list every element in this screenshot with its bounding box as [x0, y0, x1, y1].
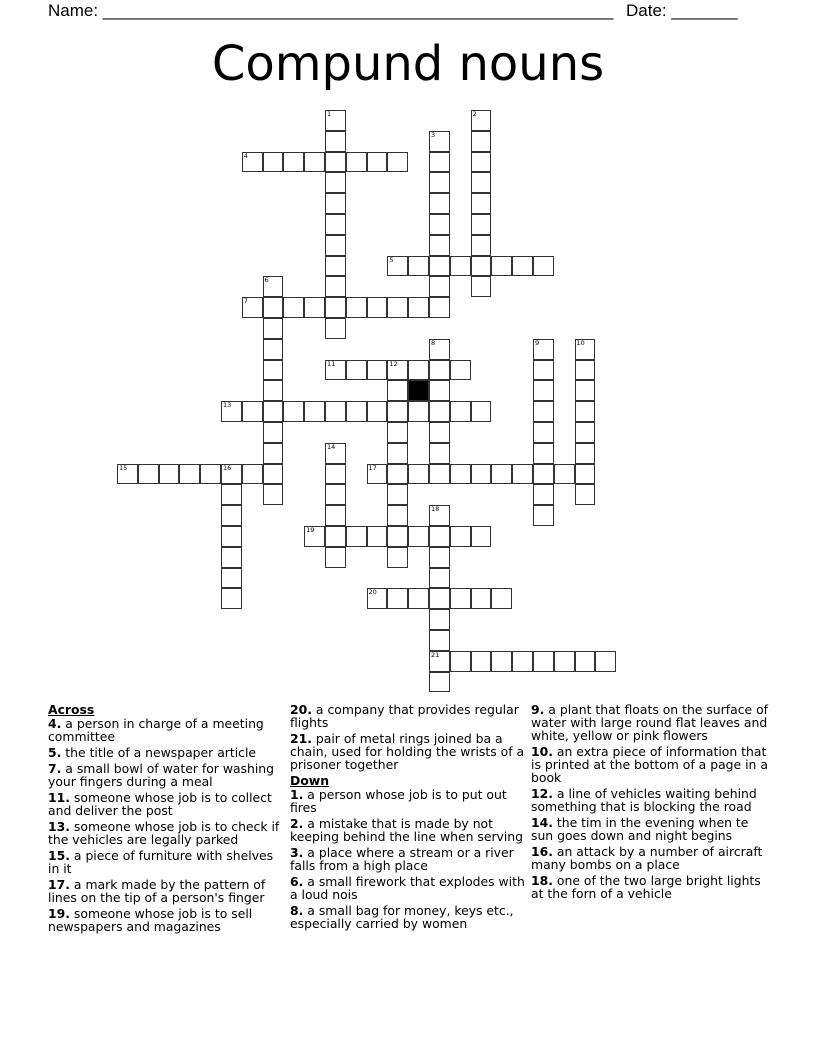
- grid-cell[interactable]: [346, 526, 367, 547]
- grid-cell[interactable]: [575, 651, 596, 672]
- grid-cell[interactable]: [221, 526, 242, 547]
- clue-number: 12.: [531, 786, 553, 801]
- grid-cell[interactable]: [429, 401, 450, 422]
- cell-number: 9: [534, 338, 540, 347]
- grid-cell[interactable]: [387, 360, 408, 381]
- grid-cell[interactable]: [283, 401, 304, 422]
- grid-cell[interactable]: [387, 547, 408, 568]
- grid-cell[interactable]: [471, 651, 492, 672]
- grid-cell[interactable]: [387, 152, 408, 173]
- grid-cell[interactable]: [533, 505, 554, 526]
- grid-cell[interactable]: [533, 484, 554, 505]
- grid-cell[interactable]: [429, 380, 450, 401]
- grid-cell[interactable]: [325, 193, 346, 214]
- grid-cell[interactable]: [429, 609, 450, 630]
- grid-cell[interactable]: [450, 588, 471, 609]
- grid-cell[interactable]: [429, 422, 450, 443]
- clue-across-5: [48, 849, 288, 875]
- grid-cell[interactable]: [367, 464, 388, 485]
- cell-number: 18: [430, 505, 440, 514]
- clue-text: a person whose job is to put out fires: [290, 787, 507, 815]
- grid-cell[interactable]: [283, 297, 304, 318]
- grid-cell[interactable]: [450, 360, 471, 381]
- cell-number: 10: [576, 338, 585, 347]
- clue-text: a small firework that explodes with a loud nois: [290, 874, 525, 902]
- grid-cell[interactable]: [221, 464, 242, 485]
- clue-number: 15.: [48, 848, 70, 863]
- clue-across-8: [290, 703, 530, 729]
- grid-cell[interactable]: [325, 297, 346, 318]
- grid-cell[interactable]: [387, 256, 408, 277]
- grid-cell[interactable]: [346, 152, 367, 173]
- grid-cell[interactable]: [304, 297, 325, 318]
- clue-number: 2.: [290, 816, 304, 831]
- grid-cell[interactable]: [471, 131, 492, 152]
- cell-number: 20: [368, 588, 377, 597]
- grid-cell[interactable]: [471, 401, 492, 422]
- grid-cell[interactable]: [491, 464, 512, 485]
- grid-cell[interactable]: [429, 651, 450, 672]
- cell-number: 14: [326, 442, 336, 451]
- cell-number: 16: [222, 463, 232, 472]
- grid-cell[interactable]: [429, 276, 450, 297]
- cell-number: 3: [430, 130, 436, 139]
- grid-cell[interactable]: [408, 464, 429, 485]
- grid-cell[interactable]: [387, 526, 408, 547]
- date-field[interactable]: Date: _______: [626, 1, 738, 20]
- grid-cell[interactable]: [533, 443, 554, 464]
- grid-cell[interactable]: [471, 464, 492, 485]
- grid-cell[interactable]: [429, 235, 450, 256]
- grid-cell[interactable]: [325, 505, 346, 526]
- grid-cell[interactable]: [283, 152, 304, 173]
- clue-text: a line of vehicles waiting behind something that is blocking the road: [531, 786, 757, 814]
- grid-cell[interactable]: [512, 256, 533, 277]
- cell-number: 21: [430, 650, 440, 659]
- grid-cell[interactable]: [325, 110, 346, 131]
- clue-text: a place where a stream or a river falls from a high place: [290, 845, 514, 873]
- cell-number: 5: [389, 255, 394, 264]
- grid-cell[interactable]: [200, 464, 221, 485]
- grid-cell[interactable]: [367, 360, 388, 381]
- grid-cell[interactable]: [221, 484, 242, 505]
- grid-cell[interactable]: [242, 401, 263, 422]
- grid-cell[interactable]: [242, 152, 263, 173]
- clue-text: a small bowl of water for washing your fingers during a meal: [48, 761, 275, 789]
- cell-number: 8: [430, 338, 436, 347]
- clue-text: pair of metal rings joined ba a chain, used for holding the wrists of a prisoner together: [290, 731, 525, 772]
- grid-cell[interactable]: [325, 401, 346, 422]
- clues-column-1: [48, 703, 288, 936]
- cell-number: 2: [472, 109, 477, 118]
- grid-cell[interactable]: [263, 339, 284, 360]
- grid-cell[interactable]: [533, 651, 554, 672]
- grid-cell[interactable]: [471, 588, 492, 609]
- grid-cell[interactable]: [387, 297, 408, 318]
- grid-cell[interactable]: [429, 131, 450, 152]
- clue-number: 1.: [290, 787, 304, 802]
- grid-cell[interactable]: [408, 401, 429, 422]
- clue-down-3: [290, 875, 530, 901]
- grid-cell[interactable]: [575, 464, 596, 485]
- grid-cell[interactable]: [387, 422, 408, 443]
- grid-cell[interactable]: [325, 131, 346, 152]
- grid-cell[interactable]: [575, 339, 596, 360]
- grid-cell[interactable]: [512, 651, 533, 672]
- cell-number: 15: [118, 463, 128, 472]
- clue-number: 18.: [531, 873, 553, 888]
- clue-across-9: [290, 732, 530, 771]
- grid-cell[interactable]: [429, 214, 450, 235]
- clue-number: 20.: [290, 702, 312, 717]
- grid-cell[interactable]: [387, 505, 408, 526]
- grid-cell[interactable]: [471, 276, 492, 297]
- clue-number: 9.: [531, 702, 545, 717]
- clue-down-10: [531, 874, 771, 900]
- grid-cell[interactable]: [263, 276, 284, 297]
- clue-text: an extra piece of information that is printed at the bottom of a page in a book: [531, 744, 768, 785]
- grid-cell[interactable]: [429, 526, 450, 547]
- grid-cell[interactable]: [554, 651, 575, 672]
- clue-text: a piece of furniture with shelves in it: [48, 848, 274, 876]
- grid-cell[interactable]: [429, 256, 450, 277]
- grid-cell[interactable]: [429, 505, 450, 526]
- grid-cell[interactable]: [533, 380, 554, 401]
- across-heading: Across: [48, 702, 95, 717]
- cell-number: 12: [389, 359, 398, 368]
- grid-cell[interactable]: [263, 380, 284, 401]
- grid-cell[interactable]: [263, 401, 284, 422]
- grid-cell[interactable]: [450, 256, 471, 277]
- grid-cell[interactable]: [387, 464, 408, 485]
- clue-number: 7.: [48, 761, 62, 776]
- grid-cell[interactable]: [325, 172, 346, 193]
- clue-across-2: [48, 762, 288, 788]
- grid-cell[interactable]: [471, 172, 492, 193]
- grid-cell[interactable]: [387, 443, 408, 464]
- grid-cell[interactable]: [325, 464, 346, 485]
- clue-number: 6.: [290, 874, 304, 889]
- clue-number: 4.: [48, 716, 62, 731]
- grid-cell[interactable]: [450, 464, 471, 485]
- clue-text: someone whose job is to sell newspapers and magazines: [48, 906, 253, 934]
- grid-cell[interactable]: [221, 401, 242, 422]
- clue-number: 17.: [48, 877, 70, 892]
- grid-cell[interactable]: [533, 256, 554, 277]
- clue-down-5: [531, 703, 771, 742]
- cell-number: 11: [326, 359, 336, 368]
- grid-cell[interactable]: [325, 152, 346, 173]
- clue-down-9: [531, 845, 771, 871]
- cell-number: 19: [306, 525, 315, 534]
- grid-cell[interactable]: [138, 464, 159, 485]
- grid-cell[interactable]: [325, 214, 346, 235]
- grid-cell[interactable]: [533, 422, 554, 443]
- cell-number: 1: [326, 109, 332, 118]
- grid-cell[interactable]: [471, 110, 492, 131]
- grid-cell[interactable]: [491, 651, 512, 672]
- grid-cell[interactable]: [408, 360, 429, 381]
- clue-down-4: [290, 904, 530, 930]
- grid-cell[interactable]: [221, 505, 242, 526]
- clue-number: 5.: [48, 745, 62, 760]
- name-field[interactable]: Name: ______________________________________________________: [48, 1, 614, 20]
- grid-cell[interactable]: [408, 256, 429, 277]
- grid-cell[interactable]: [263, 484, 284, 505]
- black-cell: [408, 380, 429, 401]
- clue-text: one of the two large bright lights at the forn of a vehicle: [531, 873, 761, 901]
- grid-cell[interactable]: [408, 588, 429, 609]
- grid-cell[interactable]: [575, 380, 596, 401]
- grid-cell[interactable]: [491, 588, 512, 609]
- grid-cell[interactable]: [346, 360, 367, 381]
- clue-text: someone whose job is to check if the vehicles are legally parked: [48, 819, 280, 847]
- cell-number: 13: [222, 401, 232, 410]
- grid-cell[interactable]: [304, 401, 325, 422]
- clue-number: 11.: [48, 790, 70, 805]
- grid-cell[interactable]: [429, 443, 450, 464]
- grid-cell[interactable]: [595, 651, 616, 672]
- clue-down-7: [531, 787, 771, 813]
- grid-cell[interactable]: [408, 526, 429, 547]
- grid-cell[interactable]: [471, 193, 492, 214]
- grid-cell[interactable]: [117, 464, 138, 485]
- clue-text: someone whose job is to collect and deliver the post: [48, 790, 272, 818]
- grid-cell[interactable]: [533, 401, 554, 422]
- clue-text: a plant that floats on the surface of water with large round flat leaves and white, yellow or pink flowers: [531, 702, 769, 743]
- grid-cell[interactable]: [533, 360, 554, 381]
- clue-down-1: [290, 817, 530, 843]
- grid-cell[interactable]: [575, 360, 596, 381]
- grid-cell[interactable]: [242, 464, 263, 485]
- clue-across-6: [48, 878, 288, 904]
- clue-text: a mark made by the pattern of lines on the tip of a person's finger: [48, 877, 266, 905]
- grid-cell[interactable]: [429, 297, 450, 318]
- clue-across-4: [48, 820, 288, 846]
- grid-cell[interactable]: [263, 443, 284, 464]
- clue-down-8: [531, 816, 771, 842]
- grid-cell[interactable]: [429, 193, 450, 214]
- clue-text: a small bag for money, keys etc., especially carried by women: [290, 903, 514, 931]
- cell-number: 17: [368, 463, 377, 472]
- grid-cell[interactable]: [263, 152, 284, 173]
- clue-across-0: [48, 717, 288, 743]
- grid-cell[interactable]: [471, 256, 492, 277]
- grid-cell[interactable]: [429, 547, 450, 568]
- clues-column-3: [531, 703, 771, 903]
- grid-cell[interactable]: [429, 588, 450, 609]
- grid-cell[interactable]: [367, 297, 388, 318]
- clue-number: 10.: [531, 744, 553, 759]
- grid-cell[interactable]: [325, 235, 346, 256]
- grid-cell[interactable]: [429, 172, 450, 193]
- grid-cell[interactable]: [575, 443, 596, 464]
- grid-cell[interactable]: [575, 422, 596, 443]
- clue-text: the tim in the evening when te sun goes down and night begins: [531, 815, 749, 843]
- grid-cell[interactable]: [346, 401, 367, 422]
- grid-cell[interactable]: [512, 464, 533, 485]
- grid-cell[interactable]: [429, 339, 450, 360]
- grid-cell[interactable]: [325, 526, 346, 547]
- grid-cell[interactable]: [263, 318, 284, 339]
- grid-cell[interactable]: [263, 297, 284, 318]
- clue-down-2: [290, 846, 530, 872]
- grid-cell[interactable]: [304, 526, 325, 547]
- grid-cell[interactable]: [221, 547, 242, 568]
- grid-cell[interactable]: [325, 547, 346, 568]
- grid-cell[interactable]: [575, 401, 596, 422]
- clue-number: 3.: [290, 845, 304, 860]
- grid-cell[interactable]: [159, 464, 180, 485]
- clue-down-0: [290, 788, 530, 814]
- grid-cell[interactable]: [387, 588, 408, 609]
- grid-cell[interactable]: [491, 256, 512, 277]
- grid-cell[interactable]: [533, 339, 554, 360]
- grid-cell[interactable]: [429, 464, 450, 485]
- cell-number: 4: [243, 151, 248, 160]
- grid-cell[interactable]: [387, 380, 408, 401]
- cell-number: 7: [243, 297, 248, 306]
- grid-cell[interactable]: [471, 526, 492, 547]
- clue-text: the title of a newspaper article: [65, 745, 257, 760]
- clue-across-7: [48, 907, 288, 933]
- grid-cell[interactable]: [429, 152, 450, 173]
- grid-cell[interactable]: [346, 297, 367, 318]
- grid-cell[interactable]: [325, 256, 346, 277]
- grid-cell[interactable]: [263, 464, 284, 485]
- grid-cell[interactable]: [575, 484, 596, 505]
- grid-cell[interactable]: [408, 297, 429, 318]
- cell-number: 6: [264, 276, 269, 285]
- clue-number: 14.: [531, 815, 553, 830]
- grid-cell[interactable]: [221, 568, 242, 589]
- grid-cell[interactable]: [367, 526, 388, 547]
- clue-text: a company that provides regular flights: [290, 702, 519, 730]
- grid-cell[interactable]: [179, 464, 200, 485]
- grid-cell[interactable]: [263, 360, 284, 381]
- grid-cell[interactable]: [325, 484, 346, 505]
- grid-cell[interactable]: [429, 360, 450, 381]
- clue-down-6: [531, 745, 771, 784]
- grid-cell[interactable]: [554, 464, 575, 485]
- grid-cell[interactable]: [450, 526, 471, 547]
- grid-cell[interactable]: [304, 152, 325, 173]
- grid-cell[interactable]: [325, 360, 346, 381]
- grid-cell[interactable]: [367, 401, 388, 422]
- clues-column-2: [290, 703, 530, 933]
- grid-cell[interactable]: [429, 672, 450, 693]
- page-title: Compund nouns: [211, 36, 605, 92]
- clue-number: 13.: [48, 819, 70, 834]
- grid-cell[interactable]: [263, 422, 284, 443]
- grid-cell[interactable]: [387, 484, 408, 505]
- grid-cell[interactable]: [221, 588, 242, 609]
- clue-number: 16.: [531, 844, 553, 859]
- grid-cell[interactable]: [450, 401, 471, 422]
- grid-cell[interactable]: [242, 297, 263, 318]
- grid-cell[interactable]: [429, 630, 450, 651]
- grid-cell[interactable]: [367, 588, 388, 609]
- grid-cell[interactable]: [325, 318, 346, 339]
- clue-text: a person in charge of a meeting committee: [48, 716, 264, 744]
- clue-number: 21.: [290, 731, 312, 746]
- grid-cell[interactable]: [533, 464, 554, 485]
- grid-cell[interactable]: [387, 401, 408, 422]
- grid-cell[interactable]: [471, 214, 492, 235]
- clue-across-1: [48, 746, 288, 759]
- grid-cell[interactable]: [325, 276, 346, 297]
- grid-cell[interactable]: [367, 152, 388, 173]
- clue-text: an attack by a number of aircraft many bombs on a place: [531, 844, 763, 872]
- clue-number: 8.: [290, 903, 304, 918]
- clue-text: a mistake that is made by not keeping behind the line when serving: [290, 816, 524, 844]
- clue-number: 19.: [48, 906, 70, 921]
- grid-cell[interactable]: [325, 443, 346, 464]
- down-heading: Down: [290, 773, 330, 788]
- clue-across-3: [48, 791, 288, 817]
- grid-cell[interactable]: [450, 651, 471, 672]
- grid-cell[interactable]: [429, 568, 450, 589]
- grid-cell[interactable]: [471, 152, 492, 173]
- grid-cell[interactable]: [471, 235, 492, 256]
